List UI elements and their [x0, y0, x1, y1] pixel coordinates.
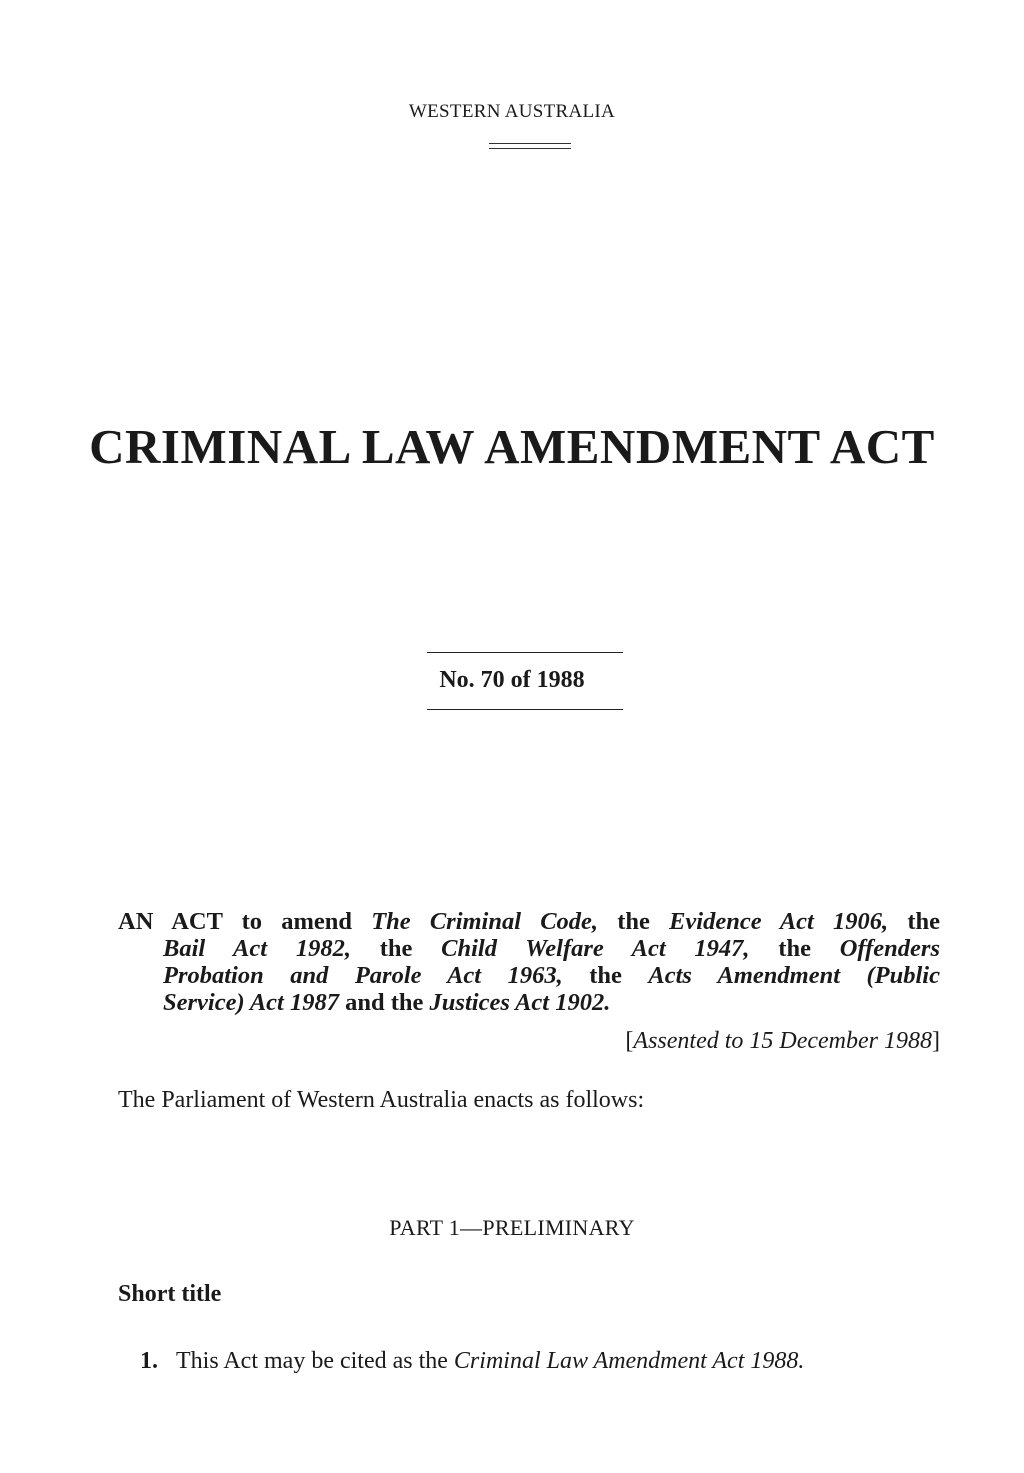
- jurisdiction-header: WESTERN AUSTRALIA: [408, 101, 616, 122]
- long-title-line-2: Bail Act 1982, the Child Welfare Act 1947, the Offenders: [163, 935, 940, 962]
- section-number: 1.: [140, 1348, 158, 1374]
- long-title-line-3: Probation and Parole Act 1963, the Acts Amendment (Public: [163, 962, 940, 989]
- long-title-line-1: AN ACT to amend The Criminal Code, the Evidence Act 1906, the: [118, 908, 940, 935]
- long-title-line-4: Service) Act 1987 and the Justices Act 1902.: [163, 989, 611, 1016]
- long-title: [118, 908, 940, 1016]
- section-heading: Short title: [118, 1281, 222, 1307]
- section-1: 1. This Act may be cited as the Criminal Law Amendment Act 1988.: [140, 1348, 805, 1374]
- enacting-formula: The Parliament of Western Australia enacts as follows:: [118, 1087, 645, 1113]
- number-rule-bottom: [427, 709, 623, 710]
- act-number: No. 70 of 1988: [439, 667, 585, 693]
- double-rule-divider: [489, 143, 571, 149]
- part-heading: PART 1—PRELIMINARY: [389, 1215, 635, 1240]
- act-title: CRIMINAL LAW AMENDMENT ACT: [89, 419, 935, 474]
- number-rule-top: [427, 652, 623, 653]
- assent-date: [Assented to 15 December 1988]: [625, 1028, 940, 1054]
- act-citation: Criminal Law Amendment Act 1988.: [453, 1348, 805, 1374]
